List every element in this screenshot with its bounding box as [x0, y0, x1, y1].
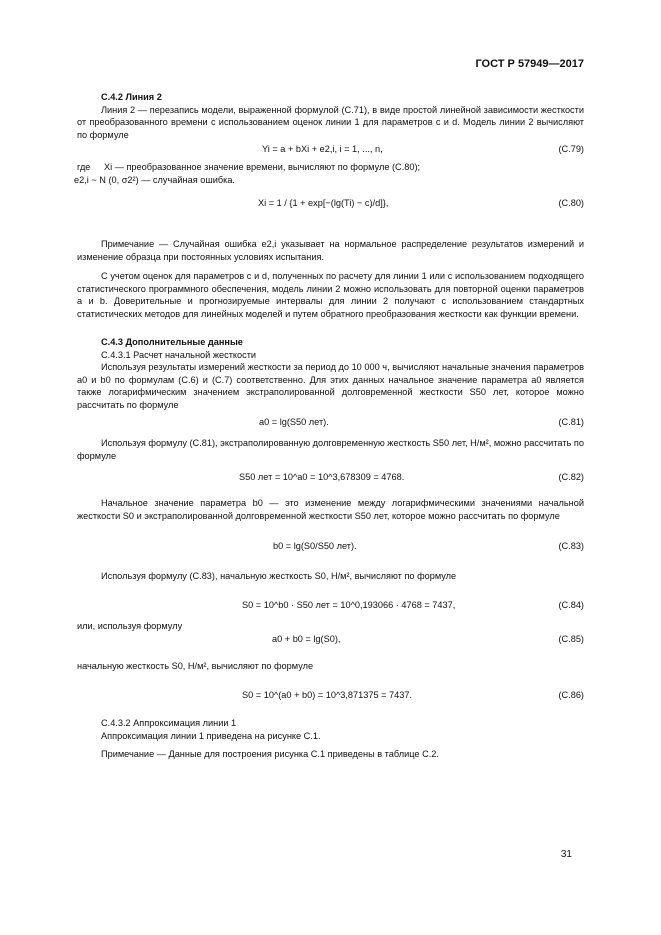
note-1	[77, 238, 584, 263]
paragraph: Линия 2 — перезапись модели, выраженной формулой (С.71), в виде простой линейной зависимости жесткости от преобразованного времени с использованием оценок линии 1 для параметров c и d. Модель линии 2 вычисляют по формуле	[77, 104, 584, 140]
page-number: 31	[560, 849, 572, 860]
formula-c83	[77, 540, 584, 554]
formula-text: S50 лет = 10^a0 = 10^3,678309 = 4768.	[239, 472, 405, 482]
note-2	[77, 748, 584, 761]
formula-text: a0 + b0 = lg(S0),	[272, 634, 341, 644]
formula-number: (С.83)	[558, 541, 584, 551]
section-title: С.4.2 Линия 2	[101, 92, 162, 102]
where-def-x: Xi — преобразованное значение времени, вычисляют по формуле (С.80);	[104, 162, 421, 172]
where-label: где	[77, 162, 91, 172]
paragraph: Используя результаты измерений жесткости за период до 10 000 ч, вычисляют начальные значения параметров a0 и b0 по формулам (С.6) и (С.7) соответственно. Для этих данных начальное значение параметра a0 является также логарифмическим значением экстраполированной долговременной жесткости S50 лет, которое можно рассчитать по формуле	[77, 362, 584, 410]
formula-text: a0 = lg(S50 лет).	[259, 417, 329, 427]
where-block	[74, 161, 584, 187]
formula-c79	[77, 143, 584, 157]
paragraph-block	[77, 497, 584, 522]
formula-c80	[77, 190, 584, 224]
formula-number: (С.80)	[558, 198, 584, 208]
paragraph-block	[77, 660, 584, 673]
paragraph: начальную жесткость S0, Н/м², вычисляют по формуле	[77, 661, 314, 671]
note-text: Примечание — Случайная ошибка e2,i указывает на нормальное распределение результатов измерений и изменение образца при постоянных условиях испытания.	[77, 239, 584, 262]
paragraph: Используя формулу (С.81), экстраполированную долговременную жесткость S50 лет, Н/м², можно рассчитать по формуле	[77, 438, 584, 461]
formula-c85	[77, 633, 584, 647]
formula-text: b0 = lg(S0/S50 лет).	[273, 541, 357, 551]
formula-c86	[77, 689, 584, 703]
formula-c82	[77, 471, 584, 485]
paragraph-block	[77, 570, 584, 583]
paragraph: или, используя формулу	[77, 621, 183, 631]
paragraph-block	[77, 620, 584, 633]
where-def-e: e2,i ~ N (0, σ2²) — случайная ошибка.	[74, 175, 235, 185]
formula-number: (С.85)	[558, 634, 584, 644]
formula-c84	[77, 599, 584, 613]
subsection-c432	[77, 717, 584, 742]
paragraph: Начальное значение параметра b0 — это изменение между логарифмическими значениями начальной жесткости S0 и экстраполированной долговременной жесткости S50 лет, которое можно рассчитать по формуле	[77, 498, 584, 521]
paragraph-block	[77, 437, 584, 462]
formula-text: S0 = 10^b0 · S50 лет = 10^0,193066 · 4768 = 7437,	[242, 600, 456, 610]
document-header: ГОСТ Р 57949—2017	[475, 58, 584, 70]
formula-number: (С.79)	[558, 144, 584, 154]
paragraph: Используя формулу (С.83), начальную жесткость S0, Н/м², вычисляют по формуле	[101, 571, 457, 581]
section-c42	[77, 91, 584, 141]
formula-number: (С.86)	[558, 690, 584, 700]
paragraph: Аппроксимация линии 1 приведена на рисунке С.1.	[101, 730, 321, 741]
subsection-title: С.4.3.2 Аппроксимация линии 1	[101, 718, 237, 728]
formula-text: S0 = 10^(a0 + b0) = 10^3,871375 = 7437.	[242, 690, 413, 700]
note-text: Примечание — Данные для построения рисунка С.1 приведены в таблице С.2.	[101, 749, 439, 759]
formula-number: (С.81)	[558, 417, 584, 427]
formula-c81	[77, 416, 584, 430]
section-title: С.4.3 Дополнительные данные	[101, 337, 243, 347]
paragraph: С учетом оценок для параметров c и d, полученных по расчету для линии 1 или с использованием подходящего статистического программного обеспечения, модель линии 2 можно использовать для повторной оценки параметров a и b. Доверительные и прогнозируемые интервалы для линии 2 получают с использованием стандартных статистических методов для линейных моделей и путем обратного преобразования жесткости как функции времени.	[77, 271, 584, 319]
paragraph-block	[77, 270, 584, 320]
formula-text: Yi = a + bXi + e2,i, i = 1, ..., n,	[262, 144, 383, 154]
formula-text: Xi = 1 / {1 + exp[−(lg(Ti) − c)/d]},	[258, 198, 389, 208]
formula-number: (С.82)	[558, 472, 584, 482]
subsection-title: С.4.3.1 Расчет начальной жесткости	[101, 349, 257, 360]
section-c43	[77, 336, 584, 411]
formula-number: (С.84)	[558, 600, 584, 610]
